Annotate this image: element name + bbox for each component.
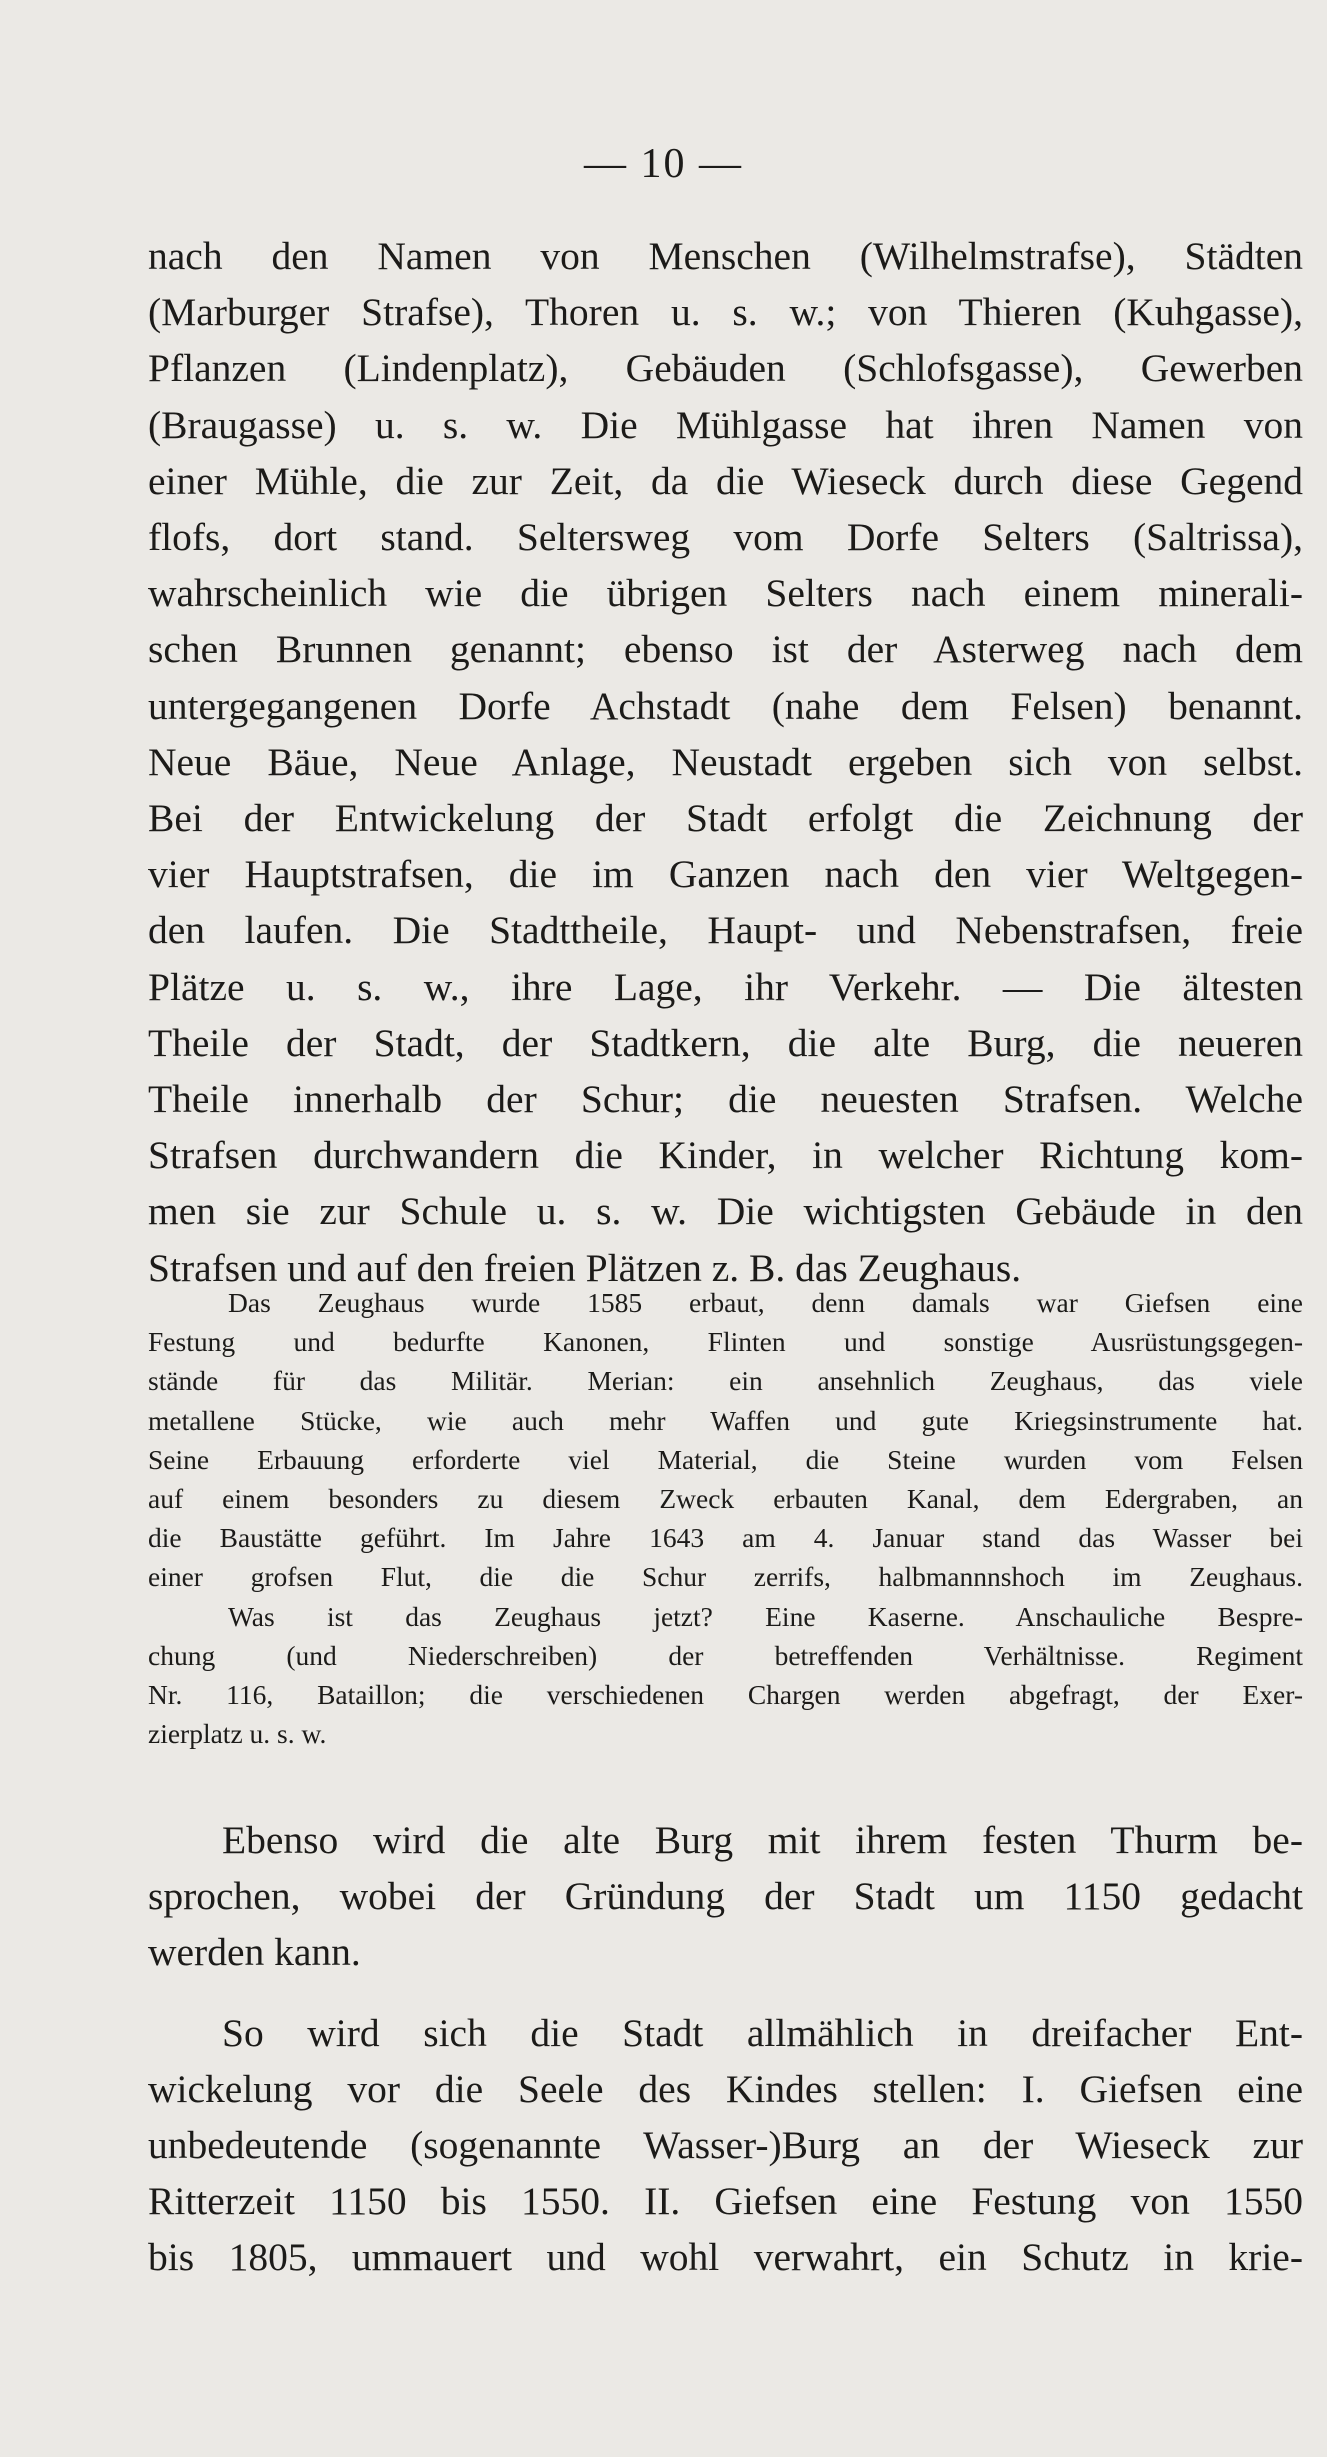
- text-line: vier Hauptstrafsen, die im Ganzen nach den vier Weltgegen-: [148, 852, 1303, 897]
- text-line: einer Mühle, die zur Zeit, da die Wieseck durch diese Gegend: [148, 458, 1303, 503]
- page-number: — 10 —: [584, 141, 743, 187]
- text-line: Neue Bäue, Neue Anlage, Neustadt ergeben sich von selbst.: [148, 739, 1303, 784]
- text-line: (Marburger Strafse), Thoren u. s. w.; von Thieren (Kuhgasse),: [148, 290, 1303, 335]
- text-line: nach den Namen von Menschen (Wilhelmstrafse), Städten: [148, 234, 1303, 278]
- text-line: Pflanzen (Lindenplatz), Gebäuden (Schlofsgasse), Gewerben: [148, 346, 1303, 391]
- note-line: Seine Erbauung erforderte viel Material, die Steine wurden vom Felsen: [148, 1443, 1303, 1475]
- note-line: chung (und Niederschreiben) der betreffenden Verhältnisse. Regiment: [148, 1639, 1303, 1671]
- note-line: Was ist das Zeughaus jetzt? Eine Kaserne. Anschauliche Bespre-: [228, 1600, 1303, 1632]
- text-line: wahrscheinlich wie die übrigen Selters nach einem minerali-: [148, 571, 1303, 616]
- note-line: metallene Stücke, wie auch mehr Waffen und gute Kriegsinstrumente hat.: [148, 1404, 1303, 1436]
- text-line: wickelung vor die Seele des Kindes stellen: I. Giefsen eine: [148, 2066, 1303, 2111]
- text-line: flofs, dort stand. Seltersweg vom Dorfe Selters (Saltrissa),: [148, 515, 1303, 560]
- text-line: Theile innerhalb der Schur; die neuesten Strafsen. Welche: [148, 1077, 1303, 1122]
- note-line: einer grofsen Flut, die die Schur zerrifs, halbmannnshoch im Zeughaus.: [148, 1561, 1303, 1593]
- text-line: Bei der Entwickelung der Stadt erfolgt die Zeichnung der: [148, 796, 1303, 841]
- note-line: stände für das Militär. Merian: ein ansehnlich Zeughaus, das viele: [148, 1365, 1303, 1397]
- text-line: men sie zur Schule u. s. w. Die wichtigsten Gebäude in den: [148, 1189, 1303, 1234]
- text-line: unbedeutende (sogenannte Wasser-)Burg an der Wieseck zur: [148, 2123, 1303, 2168]
- note-line: Nr. 116, Bataillon; die verschiedenen Chargen werden abgefragt, der Exer-: [148, 1679, 1303, 1711]
- text-line: Strafsen durchwandern die Kinder, in welcher Richtung kom-: [148, 1133, 1303, 1178]
- text-line: Ritterzeit 1150 bis 1550. II. Giefsen eine Festung von 1550: [148, 2179, 1303, 2224]
- text-line: den laufen. Die Stadttheile, Haupt- und Nebenstrafsen, freie: [148, 908, 1303, 953]
- text-line: Strafsen und auf den freien Plätzen z. B. das Zeughaus.: [148, 1245, 1022, 1290]
- text-line: (Braugasse) u. s. w. Die Mühlgasse hat ihren Namen von: [148, 402, 1303, 447]
- main-paragraph: [148, 228, 1303, 1296]
- paragraph-gap: [148, 1981, 1303, 2005]
- text-line: Ebenso wird die alte Burg mit ihrem festen Thurm be-: [222, 1818, 1303, 1862]
- note-line: die Baustätte geführt. Im Jahre 1643 am 4. Januar stand das Wasser bei: [148, 1522, 1303, 1554]
- text-line: sprochen, wobei der Gründung der Stadt um 1150 gedacht: [148, 1874, 1303, 1919]
- text-line: Plätze u. s. w., ihre Lage, ihr Verkehr. — Die ältesten: [148, 964, 1303, 1009]
- note-paragraph: [148, 1283, 1303, 1753]
- text-line: schen Brunnen genannt; ebenso ist der Asterweg nach dem: [148, 627, 1303, 672]
- text-line: werden kann.: [148, 1930, 361, 1975]
- closing-paragraphs: [148, 1812, 1303, 2286]
- text-line: Theile der Stadt, der Stadtkern, die alte Burg, die neueren: [148, 1020, 1303, 1065]
- text-line: So wird sich die Stadt allmählich in dreifacher Ent-: [222, 2010, 1303, 2055]
- text-line: bis 1805, ummauert und wohl verwahrt, ein Schutz in krie-: [148, 2235, 1303, 2280]
- note-line: zierplatz u. s. w.: [148, 1718, 327, 1750]
- text-line: untergegangenen Dorfe Achstadt (nahe dem Felsen) benannt.: [148, 683, 1303, 728]
- note-line: Festung und bedurfte Kanonen, Flinten und sonstige Ausrüstungsgegen-: [148, 1326, 1303, 1358]
- note-line: Das Zeughaus wurde 1585 erbaut, denn damals war Giefsen eine: [228, 1287, 1303, 1318]
- note-line: auf einem besonders zu diesem Zweck erbauten Kanal, dem Edergraben, an: [148, 1483, 1303, 1515]
